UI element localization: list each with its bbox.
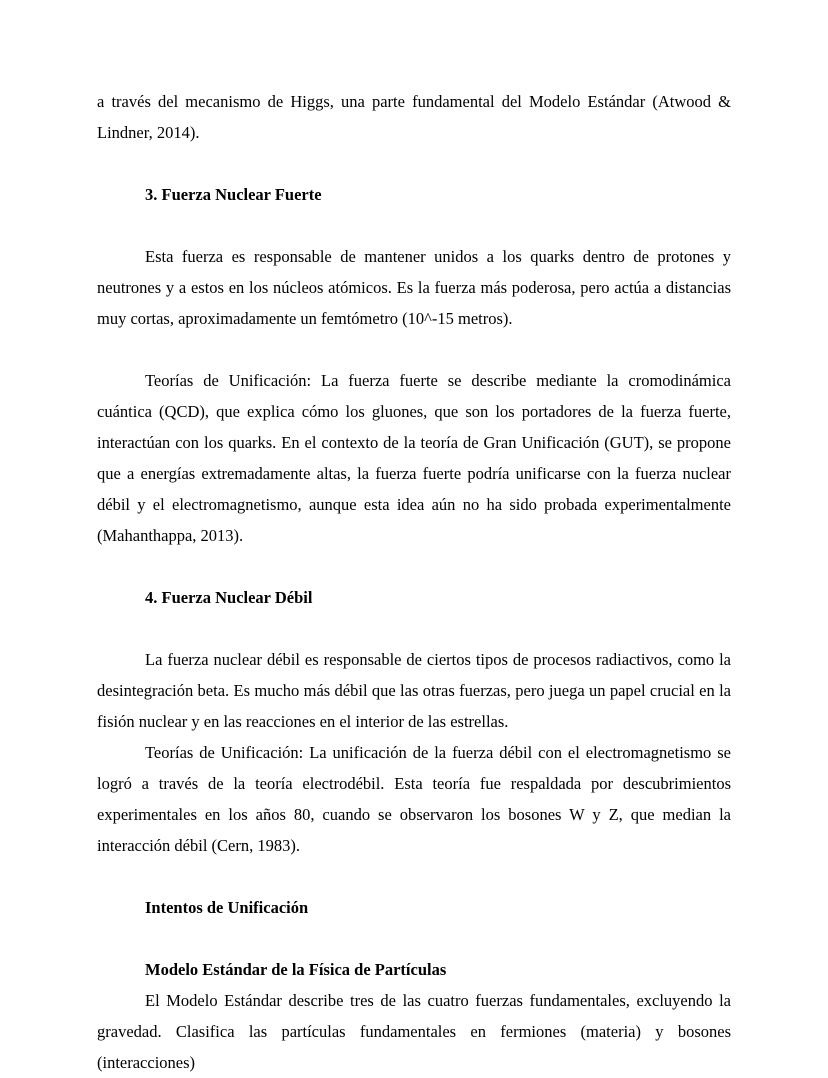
paragraph-weak-force-unification: Teorías de Unificación: La unificación de la fuerza débil con el electromagnetismo se logró a través de la teoría electrodébil. Esta teoría fue respaldada por descubrimientos experimentales en los años 80, cuando se observaron los bosones W y Z, que median la interacción débil (Cern, 1983). [97,743,731,855]
section-heading-weak-force: 4. Fuerza Nuclear Débil [145,588,313,607]
section-heading-standard-model: Modelo Estándar de la Física de Partículas [145,960,447,979]
document-body [97,86,731,1078]
section-heading-strong-force: 3. Fuerza Nuclear Fuerte [145,185,322,204]
section-heading-unification-attempts: Intentos de Unificación [145,898,309,917]
paragraph-standard-model-description: El Modelo Estándar describe tres de las cuatro fuerzas fundamentales, excluyendo la gravedad. Clasifica las partículas fundamentales en fermiones (materia) y bosones (interacciones) [97,991,731,1072]
paragraph-strong-force-description: Esta fuerza es responsable de mantener unidos a los quarks dentro de protones y neutrones y a estos en los núcleos atómicos. Es la fuerza más poderosa, pero actúa a distancias muy cortas, aproximadamente un femtómetro (10^-15 metros). [97,247,731,328]
paragraph-continuation: a través del mecanismo de Higgs, una parte fundamental del Modelo Estándar (Atwood & Lindner, 2014). [97,92,731,142]
paragraph-weak-force-description: La fuerza nuclear débil es responsable de ciertos tipos de procesos radiactivos, como la desintegración beta. Es mucho más débil que las otras fuerzas, pero juega un papel crucial en la fisión nuclear y en las reacciones en el interior de las estrellas. [97,650,731,731]
paragraph-strong-force-unification: Teorías de Unificación: La fuerza fuerte se describe mediante la cromodinámica cuántica (QCD), que explica cómo los gluones, que son los portadores de la fuerza fuerte, interactúan con los quarks. En el contexto de la teoría de Gran Unificación (GUT), se propone que a energías extremadamente altas, la fuerza fuerte podría unificarse con la fuerza nuclear débil y el electromagnetismo, aunque esta idea aún no ha sido probada experimentalmente (Mahanthappa, 2013). [97,371,731,545]
